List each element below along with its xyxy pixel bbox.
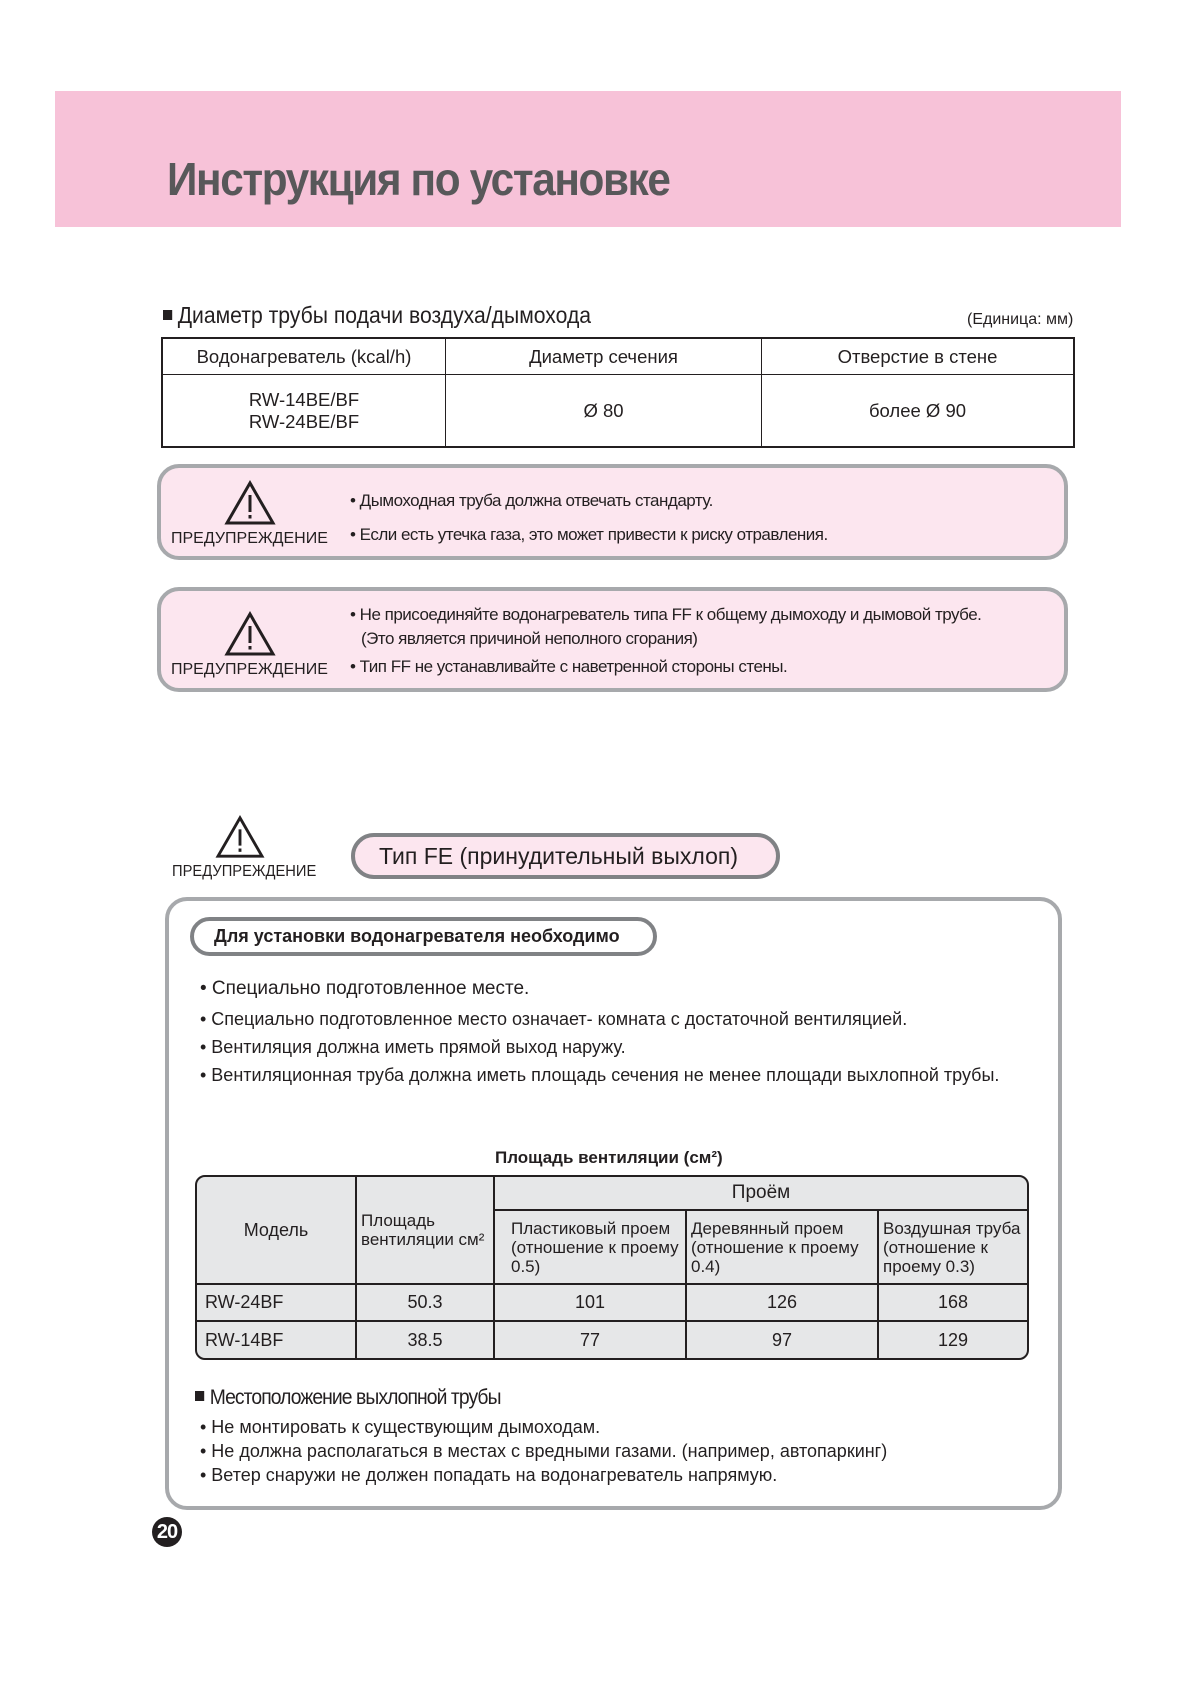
page-title: Инструкция по установке xyxy=(167,153,670,205)
requirement-bullet: • Специально подготовленное место означает- комната с достаточной вентиляцией. xyxy=(200,1009,908,1029)
warning-text: • Тип FF не устанавливайте с наветренной стороны стены. xyxy=(350,657,788,676)
diameter-cell: Ø 80 xyxy=(446,375,762,448)
exhaust-bullet: • Ветер снаружи не должен попадать на водонагреватель напрямую. xyxy=(200,1465,778,1485)
requirement-bullet: • Специально подготовленное месте. xyxy=(200,978,530,999)
requirement-heading: Для установки водонагревателя необходимо xyxy=(190,917,657,956)
fe-type-title: Тип FE (принудительный выхлоп) xyxy=(351,833,780,879)
vent-table-title: Площадь вентиляции (см²) xyxy=(495,1148,723,1167)
table-header: Пластиковый проем (отношение к проему 0.5) xyxy=(495,1211,687,1285)
page-number: 20 xyxy=(152,1517,182,1547)
unit-label: (Единица: мм) xyxy=(967,311,1074,328)
table-group-header: Проём xyxy=(495,1177,1027,1211)
warning-text: • Если есть утечка газа, это может привести к риску отравления. xyxy=(350,525,828,544)
exhaust-heading: Местоположение выхлопной трубы xyxy=(195,1386,501,1410)
pipe-diameter-table xyxy=(161,337,1075,448)
square-bullet-icon xyxy=(195,1391,204,1401)
warning-text: • Дымоходная труба должна отвечать стандарту. xyxy=(350,491,713,510)
table-header: Площадь вентиляции см² xyxy=(357,1177,495,1285)
table-header: Диаметр сечения xyxy=(446,338,762,375)
requirement-bullet: • Вентиляционная труба должна иметь площадь сечения не менее площади выхлопной трубы. xyxy=(200,1065,1000,1085)
warning-label: ПРЕДУПРЕЖДЕНИЕ xyxy=(172,863,317,880)
warning-icon xyxy=(224,480,276,526)
model-cell: RW-14BE/BF RW-24BE/BF xyxy=(162,375,446,448)
warning-box xyxy=(157,587,1068,692)
table-row: RW-24BF 50.3 101 126 168 xyxy=(197,1285,1027,1322)
table-header: Деревянный проем (отношение к проему 0.4) xyxy=(687,1211,879,1285)
warning-icon xyxy=(224,611,276,657)
wall-hole-cell: более Ø 90 xyxy=(762,375,1075,448)
square-bullet-icon xyxy=(163,310,172,320)
table-header: Отверстие в стене xyxy=(762,338,1075,375)
pipe-section-heading: Диаметр трубы подачи воздуха/дымохода xyxy=(163,302,591,329)
warning-label: ПРЕДУПРЕЖДЕНИЕ xyxy=(171,661,328,678)
table-header: Воздушная труба (отношение к проему 0.3) xyxy=(879,1211,1027,1285)
exhaust-bullet: • Не должна располагаться в местах с вредными газами. (например, автопаркинг) xyxy=(200,1441,888,1461)
warning-text: • Не присоединяйте водонагреватель типа FF к общему дымоходу и дымовой трубе. xyxy=(350,605,982,624)
table-header: Модель xyxy=(197,1177,357,1285)
exhaust-bullet: • Не монтировать к существующим дымоходам. xyxy=(200,1417,601,1437)
table-header: Водонагреватель (kcal/h) xyxy=(162,338,446,375)
warning-label: ПРЕДУПРЕЖДЕНИЕ xyxy=(171,530,328,547)
warning-text: (Это является причиной неполного сгорания) xyxy=(361,629,698,648)
warning-box xyxy=(157,464,1068,560)
requirement-bullet: • Вентиляция должна иметь прямой выход наружу. xyxy=(200,1037,626,1057)
table-row: RW-14BF 38.5 77 97 129 xyxy=(197,1322,1027,1358)
ventilation-table xyxy=(195,1175,1029,1360)
warning-icon xyxy=(215,815,265,859)
